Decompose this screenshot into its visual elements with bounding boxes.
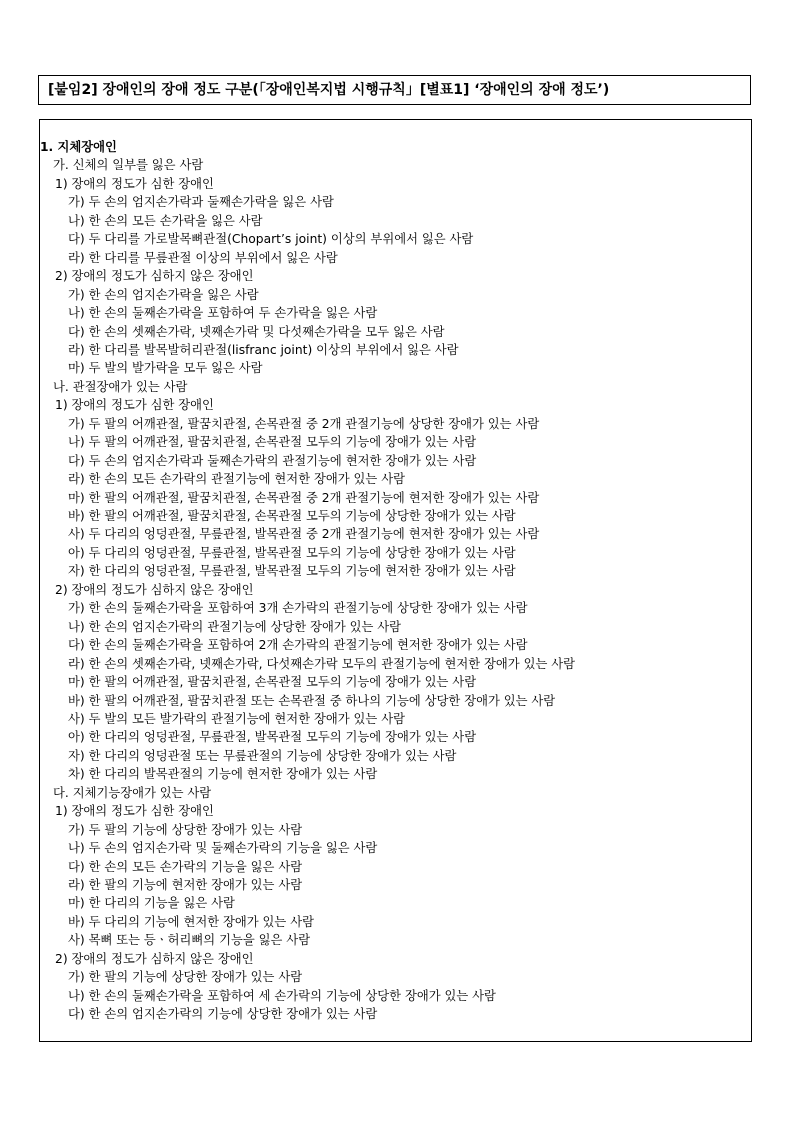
list-item: 라) 한 팔의 기능에 현저한 장애가 있는 사람 (68, 878, 303, 892)
list-item: 나) 한 손의 둘째손가락을 포함하여 세 손가락의 기능에 상당한 장애가 있는 사람 (68, 988, 496, 1003)
list-item: 아) 두 다리의 엉덩관절, 무릎관절, 발목관절 모두의 기능에 상당한 장애가 있는 사람 (68, 545, 516, 560)
list-item: 사) 두 발의 모든 발가락의 관절기능에 현저한 장애가 있는 사람 (68, 711, 405, 726)
list-item: 바) 한 팔의 어깨관절, 팔꿈치관절, 손목관절 모두의 기능에 상당한 장애가 있는 사람 (68, 509, 516, 523)
list-item: 나) 두 팔의 어깨관절, 팔꿈치관절, 손목관절 모두의 기능에 장애가 있는 사람 (68, 435, 477, 450)
content-box (39, 119, 752, 1042)
list-item: 마) 한 팔의 어깨관절, 팔꿈치관절, 손목관절 모두의 기능에 장애가 있는 사람 (68, 675, 477, 690)
list-item: 마) 한 다리의 기능을 잃은 사람 (68, 896, 235, 911)
list-item: 다) 두 손의 엄지손가락과 둘째손가락의 관절기능에 현저한 장애가 있는 사람 (68, 453, 477, 468)
list-item: 나) 한 손의 둘째손가락을 포함하여 두 손가락을 잃은 사람 (68, 306, 378, 321)
list-item: 자) 한 다리의 엉덩관절 또는 무릎관절의 기능에 상당한 장애가 있는 사람 (68, 748, 457, 763)
list-item: 라) 한 다리를 발목발허리관절(lisfranc joint) 이상의 부위에서 잃은 사람 (68, 342, 459, 357)
list-item: 차) 한 다리의 발목관절의 기능에 현저한 장애가 있는 사람 (68, 767, 378, 782)
category-heading: 가. 신체의 일부를 잃은 사람 (53, 158, 204, 173)
list-item: 라) 한 손의 셋째손가락, 넷째손가락, 다섯째손가락 모두의 관절기능에 현저한 장애가 있는 사람 (68, 656, 576, 671)
list-item: 마) 한 팔의 어깨관절, 팔꿈치관절, 손목관절 중 2개 관절기능에 현저한 장애가 있는 사람 (68, 490, 540, 505)
subcategory-heading: 2) 장애의 정도가 심하지 않은 장애인 (55, 269, 254, 284)
subcategory-heading: 1) 장애의 정도가 심한 장애인 (55, 804, 214, 819)
list-item: 가) 한 손의 둘째손가락을 포함하여 3개 손가락의 관절기능에 상당한 장애가 있는 사람 (68, 601, 528, 616)
category-heading: 다. 지체기능장애가 있는 사람 (53, 785, 212, 800)
subcategory-heading: 1) 장애의 정도가 심한 장애인 (55, 398, 214, 413)
list-item: 다) 한 손의 셋째손가락, 넷째손가락 및 다섯째손가락을 모두 잃은 사람 (68, 324, 445, 339)
list-item: 가) 한 손의 엄지손가락을 잃은 사람 (68, 287, 259, 302)
subcategory-heading: 1) 장애의 정도가 심한 장애인 (55, 176, 214, 191)
list-item: 나) 한 손의 엄지손가락의 관절기능에 상당한 장애가 있는 사람 (68, 619, 402, 634)
section-heading: 1. 지체장애인 (40, 140, 117, 154)
list-item: 라) 한 다리를 무릎관절 이상의 부위에서 잃은 사람 (68, 250, 338, 265)
list-item: 바) 두 다리의 기능에 현저한 장애가 있는 사람 (68, 914, 314, 929)
list-item: 사) 두 다리의 엉덩관절, 무릎관절, 발목관절 중 2개 관절기능에 현저한 장애가 있는 사람 (68, 527, 540, 542)
category-heading: 나. 관절장애가 있는 사람 (53, 379, 188, 394)
list-item: 마) 두 발의 발가락을 모두 잃은 사람 (68, 361, 263, 376)
document-title: [붙임2] 장애인의 장애 정도 구분(「장애인복지법 시행규칙」[별표1] ‘장애인의 장애 정도’) (38, 75, 751, 105)
list-item: 가) 한 팔의 기능에 상당한 장애가 있는 사람 (68, 970, 303, 985)
list-item: 나) 두 손의 엄지손가락 및 둘째손가락의 기능을 잃은 사람 (68, 841, 378, 856)
list-item: 가) 두 팔의 기능에 상당한 장애가 있는 사람 (68, 822, 303, 837)
list-item: 다) 한 손의 모든 손가락의 기능을 잃은 사람 (68, 859, 303, 874)
list-item: 나) 한 손의 모든 손가락을 잃은 사람 (68, 213, 263, 228)
list-item: 다) 한 손의 엄지손가락의 기능에 상당한 장애가 있는 사람 (68, 1007, 378, 1022)
list-item: 사) 목뼈 또는 등ㆍ허리뼈의 기능을 잃은 사람 (68, 933, 311, 948)
list-item: 바) 한 팔의 어깨관절, 팔꿈치관절 또는 손목관절 중 하나의 기능에 상당한 장애가 있는 사람 (68, 693, 556, 708)
list-item: 자) 한 다리의 엉덩관절, 무릎관절, 발목관절 모두의 기능에 현저한 장애가 있는 사람 (68, 564, 516, 579)
list-item: 가) 두 팔의 어깨관절, 팔꿈치관절, 손목관절 중 2개 관절기능에 상당한 장애가 있는 사람 (68, 416, 540, 431)
list-item: 다) 두 다리를 가로발목뼈관절(Chopart’s joint) 이상의 부위에서 잃은 사람 (68, 232, 474, 247)
list-item: 가) 두 손의 엄지손가락과 둘째손가락을 잃은 사람 (68, 195, 334, 210)
subcategory-heading: 2) 장애의 정도가 심하지 않은 장애인 (55, 951, 254, 966)
subcategory-heading: 2) 장애의 정도가 심하지 않은 장애인 (55, 582, 254, 597)
list-item: 아) 한 다리의 엉덩관절, 무릎관절, 발목관절 모두의 기능에 장애가 있는 사람 (68, 730, 477, 745)
list-item: 다) 한 손의 둘째손가락을 포함하여 2개 손가락의 관절기능에 현저한 장애가 있는 사람 (68, 638, 528, 653)
list-item: 라) 한 손의 모든 손가락의 관절기능에 현저한 장애가 있는 사람 (68, 472, 405, 487)
